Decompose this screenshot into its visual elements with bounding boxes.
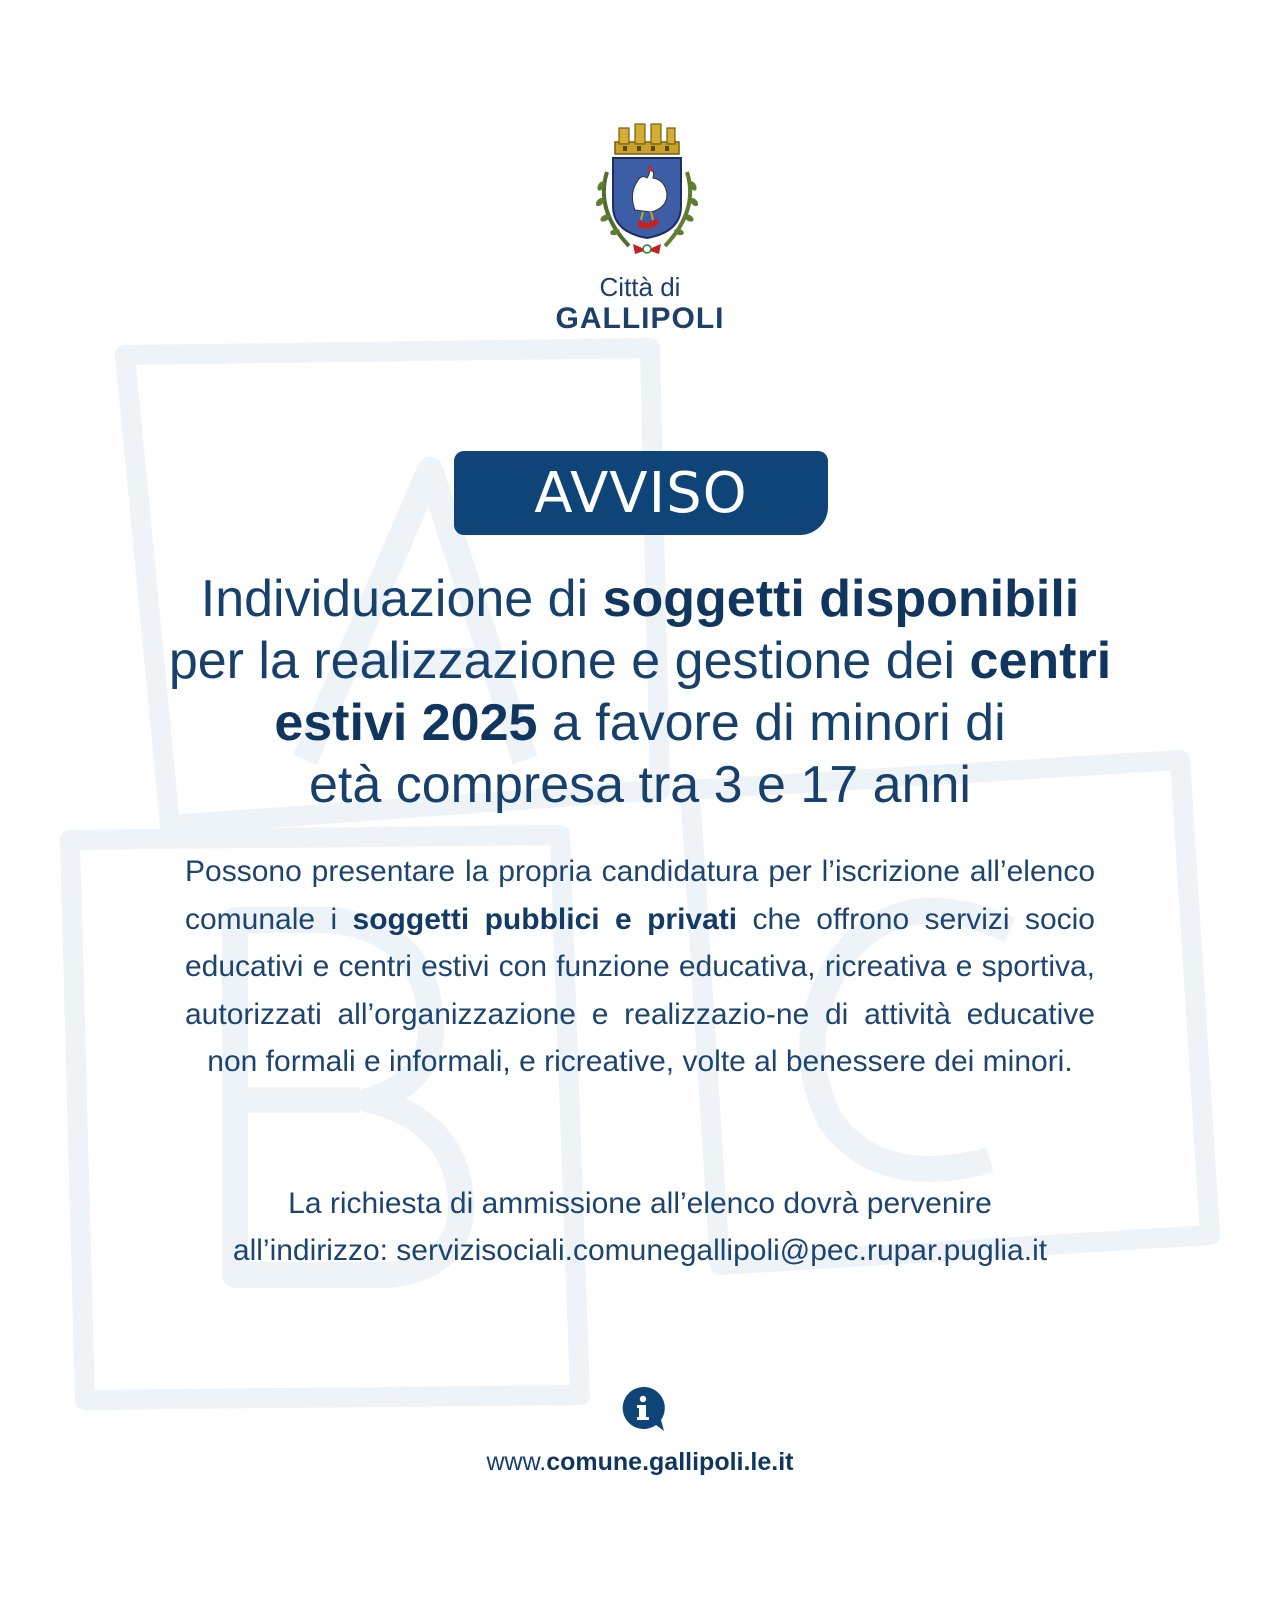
city-coat-of-arms-icon [585,120,709,260]
avviso-label: AVVISO [534,460,748,526]
website-link[interactable] [0,1448,1280,1477]
headline [90,568,1190,816]
headline-text: Individuazione di [200,570,603,628]
headline-line-2 [90,630,1190,692]
body-emphasis: soggetti pubblici e privati [352,902,738,936]
request-paragraph [140,1180,1140,1274]
headline-line-1 [90,568,1190,630]
avviso-badge [454,451,828,535]
body-text-segment: Possono presentare la propria candidatura per l’iscrizione all’elenco comunale i [185,855,1095,936]
body-text-segment: che offrono servizi socio educativi e centri estivi con funzione educativa, ricreativa e sportiva, autorizzati all’organizzazione e realizzazio-ne di attività educative non formali e informali, e ricreative, volte al benessere dei minori. [185,902,1095,1078]
info-icon [620,1385,666,1433]
headline-line-3 [90,692,1190,754]
city-name: GALLIPOLI [555,302,725,335]
city-title [0,272,1280,336]
request-line-2: all’indirizzo: servizisociali.comunegallipoli@pec.rupar.puglia.it [232,1234,1048,1267]
headline-text: per la realizzazione e gestione dei [168,632,970,690]
city-prefix: Città di [599,272,681,302]
website-domain: comune.gallipoli.le.it [546,1448,794,1476]
headline-emphasis: centri [969,632,1112,690]
headline-line-4: età compresa tra 3 e 17 anni [309,756,971,814]
headline-emphasis: soggetti disponibili [602,570,1080,628]
request-line-1: La richiesta di ammissione all’elenco dovrà pervenire [288,1187,992,1220]
headline-emphasis: estivi 2025 [274,694,538,752]
eligibility-paragraph [185,848,1095,1086]
headline-text: a favore di minori di [537,694,1006,752]
website-prefix: www. [486,1448,547,1476]
body-paragraph [185,848,1095,1086]
